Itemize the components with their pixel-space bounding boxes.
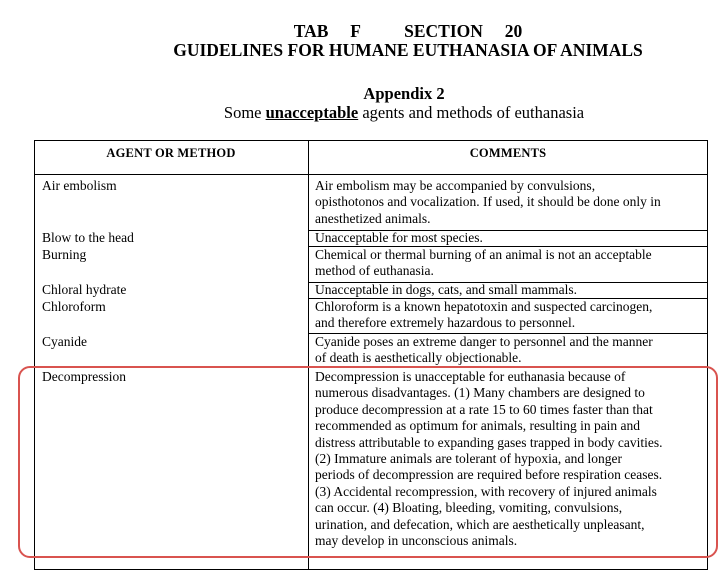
- comment-cell: Cyanide poses an extreme danger to personnel and the manner of death is aesthetically objectionable.: [315, 334, 653, 366]
- agent-cell: Blow to the head: [42, 230, 134, 245]
- document-title: GUIDELINES FOR HUMANE EUTHANASIA OF ANIMALS: [173, 40, 643, 60]
- comment-cell: Chloroform is a known hepatotoxin and suspected carcinogen, and therefore extremely hazardous to personnel.: [315, 299, 653, 331]
- comment-cell: Chemical or thermal burning of an animal is not an acceptable method of euthanasia.: [315, 247, 652, 279]
- subtitle-emphasis: unacceptable: [265, 103, 359, 122]
- subtitle-post: agents and methods of euthanasia: [358, 103, 585, 122]
- comment-cell: Air embolism may be accompanied by convulsions, opisthotonos and vocalization. If used, it should be done only in anesthetized animals.: [315, 178, 661, 226]
- comment-cell: Decompression is unacceptable for euthanasia because of numerous disadvantages. (1) Many chambers are designed to produce decompression at a rate 15 to 60 times faster than that recommended as optimum for animals, resulting in pain and distress attributable to expanding gases trapped in body cavities. (2) Immature animals are tolerant of hypoxia, and longer periods of decompression are required before respiration ceases. (3) Accidental recompression, with recovery of injured animals can occur. (4) Bloating, bleeding, vomiting, convulsions, urination, and defecation, which are aesthetically unpleasant, may develop in unconscious animals.: [315, 369, 663, 549]
- agent-cell: Chloral hydrate: [42, 282, 127, 297]
- agent-cell: Air embolism: [42, 178, 117, 193]
- section-header: TAB F SECTION 20: [293, 21, 523, 41]
- highlight-annotation: [18, 366, 718, 558]
- agent-cell: Burning: [42, 247, 87, 262]
- appendix-title: Appendix 2: [363, 84, 445, 103]
- column-header-comments: COMMENTS: [469, 146, 547, 160]
- agent-cell: Chloroform: [42, 299, 106, 314]
- comment-cell: Unacceptable for most species.: [315, 230, 483, 245]
- agent-cell: Cyanide: [42, 334, 87, 349]
- agent-cell: Decompression: [42, 369, 126, 384]
- header-row-divider: [34, 174, 708, 175]
- subtitle-pre: Some: [223, 103, 266, 122]
- column-header-agent: AGENT OR METHOD: [106, 146, 236, 160]
- comment-cell: Unacceptable in dogs, cats, and small mammals.: [315, 282, 578, 297]
- appendix-subtitle: [42, 103, 724, 123]
